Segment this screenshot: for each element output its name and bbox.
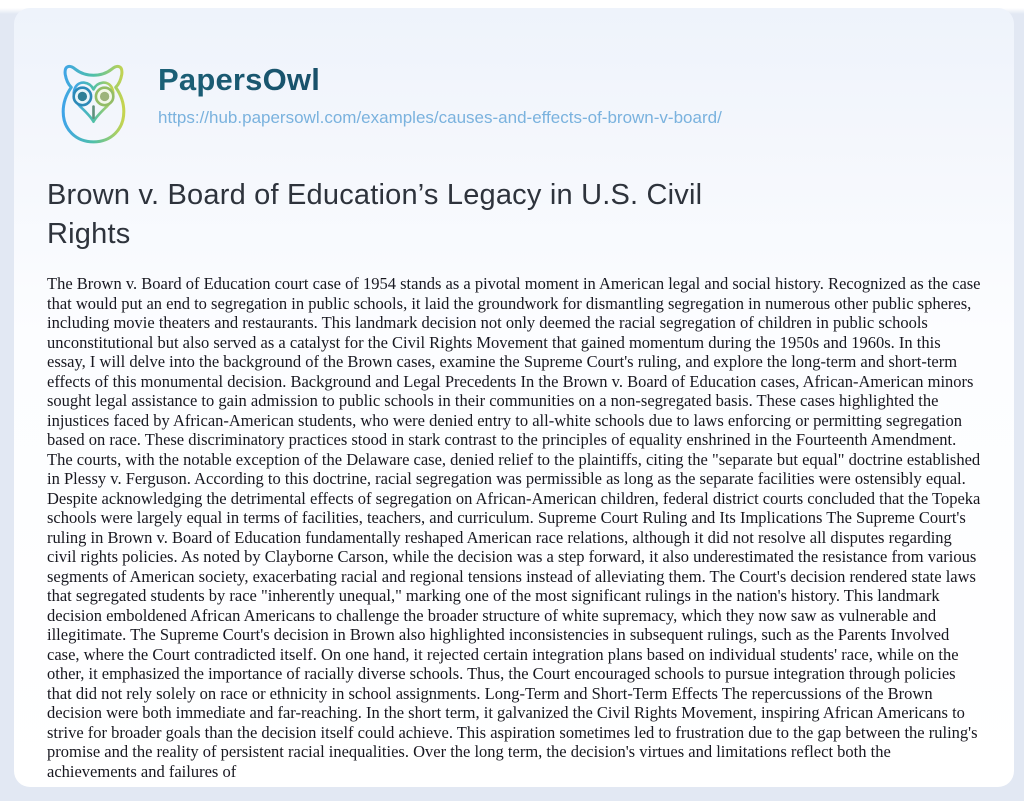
- brand-header: [45, 54, 1014, 151]
- brand-text-column: [158, 54, 722, 128]
- page-card: [14, 8, 1014, 787]
- papersowl-owl-logo-icon: [45, 54, 142, 151]
- brand-name: PapersOwl: [158, 62, 722, 98]
- page-url-link[interactable]: https://hub.papersowl.com/examples/causes-and-effects-of-brown-v-board/: [158, 108, 722, 127]
- article-title: Brown v. Board of Education’s Legacy in U.S. Civil Rights: [47, 179, 703, 250]
- article-body-text: The Brown v. Board of Education court case of 1954 stands as a pivotal moment in American legal and social history. Recognized as the case that would put an end to segregation in public schools, it laid the groundwork for dismantling segregation in numerous other public spheres, including movie theaters and restaurants. This landmark decision not only deemed the racial segregation of children in public schools unconstitutional but also served as a catalyst for the Civil Rights Movement that gained momentum during the 1950s and 1960s. In this essay, I will delve into the background of the Brown cases, examine the Supreme Court's ruling, and explore the long-term and short-term effects of this monumental decision. Background and Legal Precedents In the Brown v. Board of Education cases, African-American minors sought legal assistance to gain admission to public schools in their communities on a non-segregated basis. These cases highlighted the injustices faced by African-American students, who were denied entry to all-white schools due to laws enforcing or permitting segregation based on race. These discriminatory practices stood in stark contrast to the principles of equality enshrined in the Fourteenth Amendment. The courts, with the notable exception of the Delaware case, denied relief to the plaintiffs, citing the "separate but equal" doctrine established in Plessy v. Ferguson. According to this doctrine, racial segregation was permissible as long as the separate facilities were ostensibly equal. Despite acknowledging the detrimental effects of segregation on African-American children, federal district courts concluded that the Topeka schools were largely equal in terms of facilities, teachers, and curriculum. Supreme Court Ruling and Its Implications The Supreme Court's ruling in Brown v. Board of Education fundamentally reshaped American race relations, although it did not resolve all disputes regarding civil rights policies. As noted by Clayborne Carson, while the decision was a step forward, it also underestimated the resistance from various segments of American society, exacerbating racial and regional tensions instead of alleviating them. The Court's decision rendered state laws that segregated students by race "inherently unequal," marking one of the most significant rulings in the nation's history. This landmark decision emboldened African Americans to challenge the broader structure of white supremacy, which they now saw as vulnerable and illegitimate. The Supreme Court's decision in Brown also highlighted inconsistencies in subsequent rulings, such as the Parents Involved case, where the Court contradicted itself. On one hand, it rejected certain integration plans based on individual students' race, while on the other, it emphasized the importance of racially diverse schools. Thus, the Court encouraged schools to pursue integration through policies that did not rely solely on race or ethnicity in school assignments. Long-Term and Short-Term Effects The repercussions of the Brown decision were both immediate and far-reaching. In the short term, it galvanized the Civil Rights Movement, inspiring African Americans to strive for broader goals than the decision itself could achieve. This aspiration sometimes led to frustration due to the gap between the ruling's promise and the reality of persistent racial inequalities. Over the long term, the decision's virtues and limitations reflect both the achievements and failures of: [47, 274, 981, 781]
